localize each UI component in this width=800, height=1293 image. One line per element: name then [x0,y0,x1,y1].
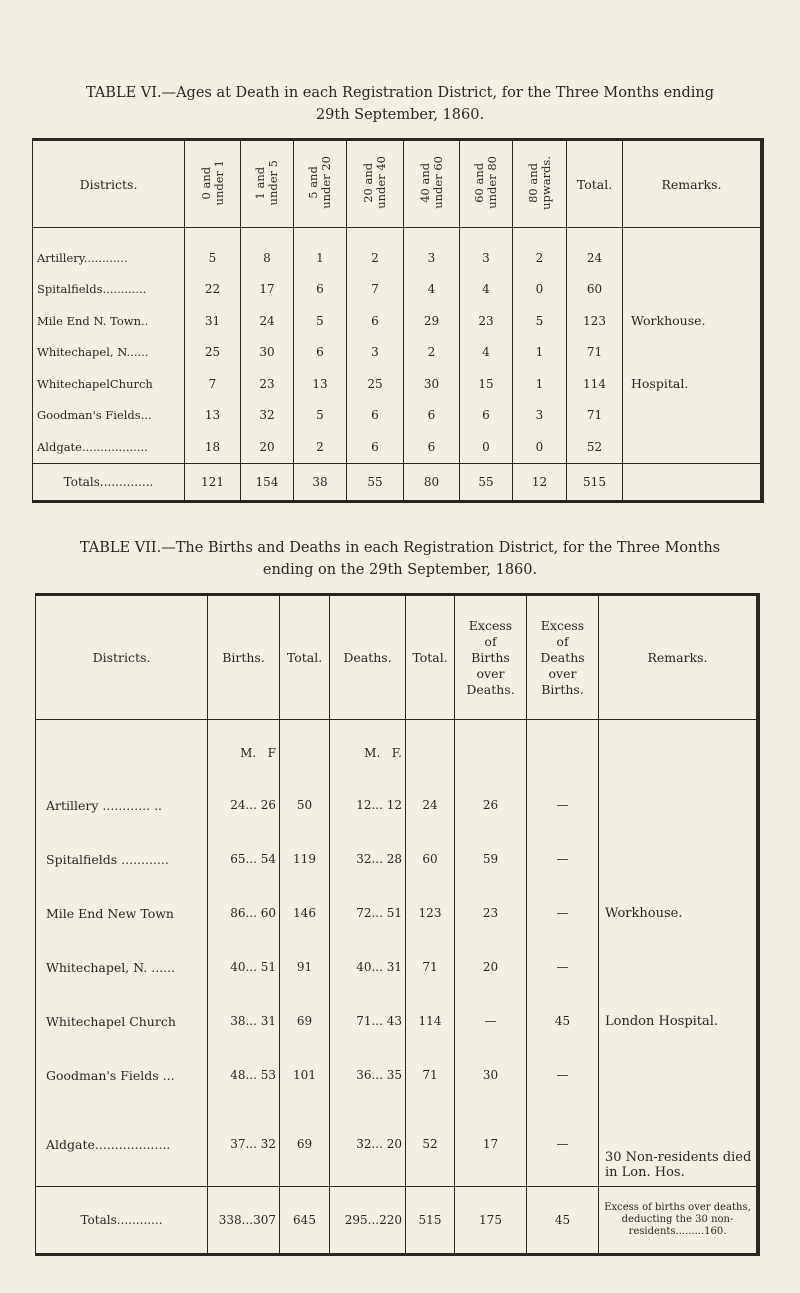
table7-row [36,1048,759,1102]
table6-cell: 6 [404,431,460,463]
table7-header-births: Births. [208,595,280,720]
table7-deaths-total: 71 [406,940,455,994]
table6-header-age-1-5: 1 and under 5 [241,140,294,228]
table6-cell: 2 [347,228,404,274]
table6-cell: 3 [404,228,460,274]
table6-cell: 60 [567,274,623,306]
table7-births: 65... 54 [208,832,280,886]
table7-totals-row [36,1187,759,1255]
table6-cell: 3 [460,228,513,274]
table7-totals-excess-births: 175 [455,1187,527,1255]
table7-excess-deaths: — [527,778,599,832]
table7-row [36,1102,759,1187]
table6-caption-line2: 29th September, 1860. [315,107,485,123]
table7-row [36,832,759,886]
table6-remark [623,400,763,432]
table6-total-cell: 80 [404,463,460,501]
table6-district: Artillery............ [37,250,128,265]
table7-excess-births: 26 [455,778,527,832]
table6 [32,138,764,503]
table7-excess-deaths: — [527,1102,599,1187]
table6-total-remark [623,463,763,501]
table7-row [36,778,759,832]
table6-cell: 3 [513,400,567,432]
table7-header-births-total: Total. [280,595,330,720]
table6-row [33,431,763,463]
table7-district: Aldgate................... [46,1136,171,1152]
table7-remark [599,1048,759,1102]
table6-cell: 6 [294,274,347,306]
table6-cell: 4 [404,274,460,306]
table7-row [36,994,759,1048]
table7-totals-births: 338...307 [208,1187,280,1255]
table6-row [33,368,763,400]
table7-district: Whitechapel, N. ...... [46,959,176,975]
table6-total-cell: 38 [294,463,347,501]
table6-cell: 5 [185,228,241,274]
table7-deaths-total: 60 [406,832,455,886]
table6-row [33,305,763,337]
table6-district: Spitalfields............ [37,282,147,297]
table7-births-total: 101 [280,1048,330,1102]
table6-cell: 25 [185,337,241,369]
table7-deaths-mf-label: M. F. [330,720,406,779]
table6-cell: 2 [404,337,460,369]
table6-district: Mile End N. Town.. [37,313,149,328]
table7-births-mf-label: M. F [208,720,280,779]
table6-cell: 6 [404,400,460,432]
table6-totals-row [33,463,763,501]
table6-cell: 30 [241,337,294,369]
table6-total-cell: 121 [185,463,241,501]
table6-cell: 2 [294,431,347,463]
table7-births: 40... 51 [208,940,280,994]
table6-cell: 5 [294,400,347,432]
table6-header-age-80-up: 80 and upwards. [513,140,567,228]
table6-total-cell: 55 [460,463,513,501]
table7-remark: Workhouse. [599,886,759,940]
table6-cell: 5 [513,305,567,337]
table6-cell: 1 [513,337,567,369]
table7-district: Spitalfields ............ [46,851,169,867]
table6-header-age-20-40: 20 and under 40 [347,140,404,228]
table6-cell: 13 [294,368,347,400]
table7-row [36,940,759,994]
table7-district: Goodman's Fields ... [46,1067,175,1083]
table7-births-total: 119 [280,832,330,886]
table6-cell: 0 [460,431,513,463]
table6-cell: 17 [241,274,294,306]
table7-deaths: 71... 43 [330,994,406,1048]
table7-caption-line2: ending on the 29th September, 1860. [262,562,538,578]
table6-total-cell: 515 [567,463,623,501]
table6-remark [623,228,763,274]
table6-cell: 71 [567,337,623,369]
table7-mf-row [36,720,759,779]
table7-deaths-total: 24 [406,778,455,832]
table6-cell: 71 [567,400,623,432]
table7-deaths: 40... 31 [330,940,406,994]
table7-excess-births: 17 [455,1102,527,1187]
table6-cell: 1 [513,368,567,400]
table6-cell: 3 [347,337,404,369]
table6-cell: 32 [241,400,294,432]
table6-cell: 0 [513,274,567,306]
table7-excess-deaths: — [527,886,599,940]
table7-births: 38... 31 [208,994,280,1048]
table7-deaths: 36... 35 [330,1048,406,1102]
table7-excess-deaths: 45 [527,994,599,1048]
table6-caption-line1: TABLE VI.—Ages at Death in each Registration District, for the Three Months ending [85,85,715,101]
table6-cell: 2 [513,228,567,274]
table6-remark: Hospital. [623,368,763,400]
table7-deaths: 32... 28 [330,832,406,886]
table6-caption [60,82,740,126]
table7-deaths: 12... 12 [330,778,406,832]
table6-cell: 5 [294,305,347,337]
table7-remark [599,832,759,886]
table7-births: 86... 60 [208,886,280,940]
table6-cell: 7 [185,368,241,400]
table6-cell: 31 [185,305,241,337]
table6-cell: 6 [347,431,404,463]
table6-total-cell: 154 [241,463,294,501]
table6-remark [623,337,763,369]
table7-district: Artillery ............ .. [46,797,163,813]
table6-cell: 123 [567,305,623,337]
table7-deaths-total: 71 [406,1048,455,1102]
table7-deaths-total: 114 [406,994,455,1048]
table6-totals-label: Totals.............. [33,463,185,501]
table7-excess-deaths: — [527,940,599,994]
table6-row [33,228,763,274]
table7-births: 48... 53 [208,1048,280,1102]
table6-cell: 24 [567,228,623,274]
table6-cell: 0 [513,431,567,463]
table6-cell: 30 [404,368,460,400]
table6-cell: 7 [347,274,404,306]
table6-header-districts: Districts. [33,140,185,228]
table7-excess-births: 59 [455,832,527,886]
table6-cell: 18 [185,431,241,463]
table6-cell: 23 [241,368,294,400]
table7-deaths: 32... 20 [330,1102,406,1187]
table6-row [33,400,763,432]
table6-district: Whitechapel, N...... [37,345,149,360]
table6-remark [623,274,763,306]
table7-deaths: 72... 51 [330,886,406,940]
table6-cell: 20 [241,431,294,463]
table6-row [33,274,763,306]
table6-cell: 6 [460,400,513,432]
table7-births-total: 146 [280,886,330,940]
table6-cell: 29 [404,305,460,337]
table7-row [36,886,759,940]
table7-deaths-total: 123 [406,886,455,940]
table7-remark [599,940,759,994]
table7-births-total: 69 [280,1102,330,1187]
table6-cell: 8 [241,228,294,274]
table6-header-age-60-80: 60 and under 80 [460,140,513,228]
table7-remark: 30 Non-residents died in Lon. Hos. [599,1102,759,1187]
table7-district: Mile End New Town [46,905,174,921]
table7 [35,593,760,1256]
table7-births: 37... 32 [208,1102,280,1187]
table7-excess-deaths: — [527,832,599,886]
table7-totals-births-total: 645 [280,1187,330,1255]
table6-cell: 15 [460,368,513,400]
table7-remark [599,778,759,832]
table7-header-remarks: Remarks. [599,595,759,720]
table7-totals-remark: Excess of births over deaths, deducting the 30 non-residents.........160. [599,1187,759,1255]
table6-cell: 6 [347,400,404,432]
table6-cell: 4 [460,337,513,369]
table6-header-age-40-60: 40 and under 60 [404,140,460,228]
table6-total-cell: 55 [347,463,404,501]
table7-births: 24... 26 [208,778,280,832]
table7-header-districts: Districts. [36,595,208,720]
table7-caption [60,537,740,581]
table6-row [33,337,763,369]
table6-header-row [33,140,763,228]
table7-births-total: 91 [280,940,330,994]
table6-cell: 23 [460,305,513,337]
table6-remark [623,431,763,463]
table7-header-deaths-total: Total. [406,595,455,720]
table7-excess-births: 30 [455,1048,527,1102]
table7-header-deaths: Deaths. [330,595,406,720]
table7-excess-births: — [455,994,527,1048]
table7-births-total: 69 [280,994,330,1048]
table6-cell: 25 [347,368,404,400]
table6-header-remarks: Remarks. [623,140,763,228]
table7-excess-deaths: — [527,1048,599,1102]
table6-cell: 4 [460,274,513,306]
table7-header-row [36,595,759,720]
table6-district: Aldgate.................. [37,439,148,454]
table6-total-cell: 12 [513,463,567,501]
table7-caption-line1: TABLE VII.—The Births and Deaths in each Registration District, for the Three Months [79,540,721,556]
table7-excess-births: 23 [455,886,527,940]
table6-district: Goodman's Fields... [37,408,152,423]
table7-header-excess-births: Excess of Births over Deaths. [455,595,527,720]
table6-cell: 13 [185,400,241,432]
table6-cell: 22 [185,274,241,306]
table7-remark: London Hospital. [599,994,759,1048]
table6-header-age-0-1: 0 and under 1 [185,140,241,228]
table6-cell: 6 [294,337,347,369]
table7-deaths-total: 52 [406,1102,455,1187]
table6-remark: Workhouse. [623,305,763,337]
table7-totals-label: Totals............ [36,1187,208,1255]
table7-births-total: 50 [280,778,330,832]
table6-cell: 1 [294,228,347,274]
table6-cell: 52 [567,431,623,463]
table6-cell: 24 [241,305,294,337]
table7-header-excess-deaths: Excess of Deaths over Births. [527,595,599,720]
table6-cell: 114 [567,368,623,400]
table7-district: Whitechapel Church [46,1013,176,1029]
table7-totals-deaths-total: 515 [406,1187,455,1255]
table7-totals-excess-deaths: 45 [527,1187,599,1255]
table7-totals-deaths: 295...220 [330,1187,406,1255]
table6-cell: 6 [347,305,404,337]
table6-header-total: Total. [567,140,623,228]
table7-excess-births: 20 [455,940,527,994]
table6-header-age-5-20: 5 and under 20 [294,140,347,228]
table6-district: WhitechapelChurch [37,376,153,391]
